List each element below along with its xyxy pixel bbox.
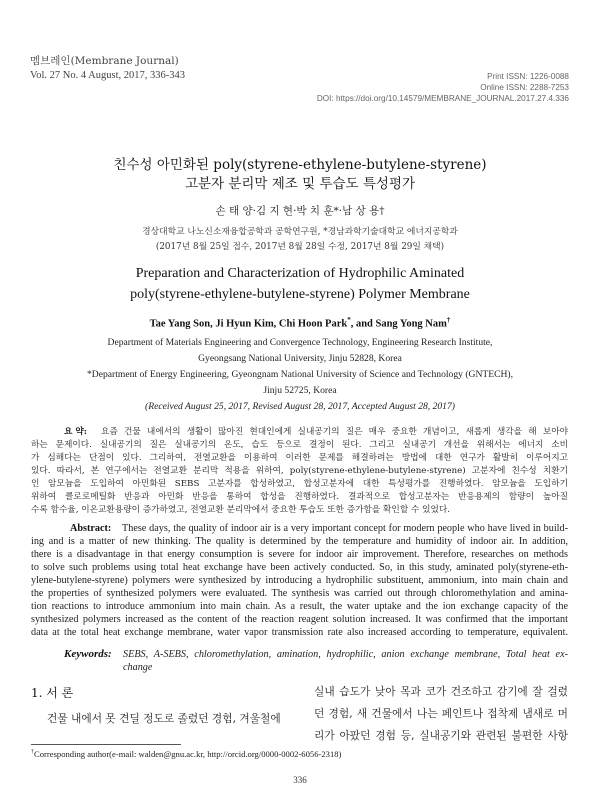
english-title-line-2: poly(styrene-ethylene-butylene-styrene) Polymer Membrane <box>130 287 470 302</box>
korean-abstract-line: 하는 문제이다. 실내공기의 질은 실내공기의 온도, 습도 등으로 결정이 된다. 그리고 실내공기 개선을 위해서는 에너지 소비 <box>31 440 568 450</box>
korean-abstract-line: 수록 함수율, 이온교환용량이 증가하였고, 전열교환 분리막에서 중요한 투습도 또한 증가함을 확인할 수 있었다. <box>31 505 451 515</box>
online-issn: Online ISSN: 2288-7253 <box>480 83 569 92</box>
page-number: 336 <box>293 775 307 785</box>
korean-dates: (2017년 8월 25일 접수, 2017년 8월 28일 수정, 2017년 8월 29일 채택) <box>155 242 445 252</box>
body-text-right-column-line: 실내 습도가 낮아 목과 코가 건조하고 감기에 잘 걸렸 <box>314 685 568 698</box>
english-abstract-line: These days, the quality of indoor air is a very important concept for modern people who have lived in build- <box>122 523 568 534</box>
korean-abstract-line: 인 암모늄을 도입하여 아민화된 SEBS 고분자를 합성하였고, 합성고분자에 대한 특성평가를 진행하였다. 암모늄을 도입하기 <box>31 479 568 489</box>
footnote-text: Corresponding author(e-mail: walden@gnu.ac.kr, http://orcid.org/0000-0002-6056-2318) <box>34 749 342 759</box>
footnote <box>31 749 341 759</box>
keywords-line-2: change <box>123 662 153 673</box>
section-heading: 1. 서 론 <box>31 686 74 700</box>
korean-abstract-line: 있다. 따라서, 본 연구에서는 전열교환 분리막 적용을 위하여, poly(styrene-ethylene-butylene-styrene) 고분자에 친수성 치환기 <box>31 466 568 476</box>
english-affiliation-line-3: *Department of Energy Engineering, Gyeongnam National University of Science and Technology (GNTECH), <box>86 369 514 380</box>
footnote-dagger-mark: † <box>31 749 34 756</box>
doi-link[interactable]: DOI: https://doi.org/10.14579/MEMBRANE_JOURNAL.2017.27.4.336 <box>316 94 569 103</box>
korean-title-line-2: 고분자 분리막 제조 및 투습도 특성평가 <box>184 176 416 192</box>
english-abstract-line: there is a disadvantage in that energy consumption is severe for indoor air improvement. Therefore, researches on methods <box>31 549 568 560</box>
english-abstract-line: ing and is a matter of new thinking. The quality is determined by the temperature and humidity of indoor air. In addition, <box>31 536 568 547</box>
author-conj: , and Sang Yong Nam <box>350 318 447 330</box>
english-dates: (Received August 25, 2017, Revised August 28, 2017, Accepted August 28, 2017) <box>145 401 455 412</box>
english-authors <box>0 316 600 330</box>
english-abstract-line: the properties of synthesized polymers were evaluated. The synthesis was carried out through chloromethylation and amina- <box>31 588 568 599</box>
journal-name: 멤브레인(Membrane Journal) <box>30 55 179 67</box>
korean-abstract-label: 요 약: <box>64 427 88 437</box>
keywords-line-1: SEBS, A-SEBS, chloromethylation, amination, hydrophilic, anion exchange membrane, Total heat ex- <box>123 649 568 660</box>
korean-title-line-1: 친수성 아민화된 poly(styrene-ethylene-butylene-styrene) <box>113 157 487 173</box>
english-abstract-line: synthesized polymers increased as the content of the reaction reagent solution increased. It was confirmed that the important <box>31 614 568 625</box>
english-affiliation-line-4: Jinju 52725, Korea <box>263 385 337 396</box>
english-abstract-label: Abstract: <box>70 523 112 534</box>
korean-affiliation: 경상대학교 나노신소재융합공학과 공학연구원, *경남과학기술대학교 에너지공학과 <box>142 227 458 237</box>
print-issn: Print ISSN: 1226-0088 <box>487 72 569 81</box>
english-affiliation-line-1: Department of Materials Engineering and Convergence Technology, Engineering Research Institute, <box>107 337 493 348</box>
author-names: Tae Yang Son, Ji Hyun Kim, Chi Hoon Park <box>149 318 348 330</box>
korean-abstract-line: 가 심해다는 단점이 있다. 그리하여, 전열교환을 이용하여 이러한 문제를 해결하려는 방법에 대한 연구가 활발히 이루어지고 <box>31 453 568 463</box>
body-text-left-column: 건물 내에서 못 견딜 정도로 졸렸던 경험, 겨울철에 <box>47 712 281 725</box>
english-abstract-line: to solve such problems using total heat exchange have been actively conducted. So, in this study, aminated poly(styrene-eth- <box>31 562 568 573</box>
volume-info: Vol. 27 No. 4 August, 2017, 336-343 <box>30 70 185 81</box>
english-abstract-line: tion reactions to introduce ammonium into main chain. As a result, the water uptake and the ion exchange capacity of the <box>31 601 568 612</box>
keywords-label: Keywords: <box>64 648 112 660</box>
english-title-line-1: Preparation and Characterization of Hydrophilic Aminated <box>135 266 465 281</box>
footnote-divider <box>31 744 181 745</box>
author-star-mark: * <box>347 316 351 324</box>
author-dagger-mark: † <box>446 316 451 324</box>
body-text-right-column-line: 던 경험, 새 건물에서 나는 페인트나 접착제 냄새로 머 <box>314 707 568 720</box>
body-text-right-column-line: 리가 아팠던 경험 등, 실내공기와 관련된 불편한 사항 <box>314 729 568 742</box>
korean-abstract-line: 위하여 클로로메틸화 반응과 아민화 반응을 통하여 합성을 진행하였다. 결과적으로 합성고분자는 반응용제의 함량이 높아질 <box>31 492 568 502</box>
english-affiliation-line-2: Gyeongsang National University, Jinju 52828, Korea <box>198 353 402 364</box>
english-abstract-line: data at the total heat exchange membrane, water vapor transmission rate also increased according to temperature, equivalent. <box>31 627 568 638</box>
korean-authors: 손 태 양·김 지 현·박 치 훈*·남 상 용† <box>215 205 385 217</box>
english-abstract-line: ylene-butylene-styrene) polymers were synthesized by introducing a hydrophilic substituent, ammonium, into main chain and <box>31 575 568 586</box>
korean-abstract-line: 요즘 건물 내에서의 생활이 많아진 현대인에게 실내공기의 질은 매우 중요한 개념이고, 새롭게 생각을 해 보아야 <box>101 427 568 437</box>
